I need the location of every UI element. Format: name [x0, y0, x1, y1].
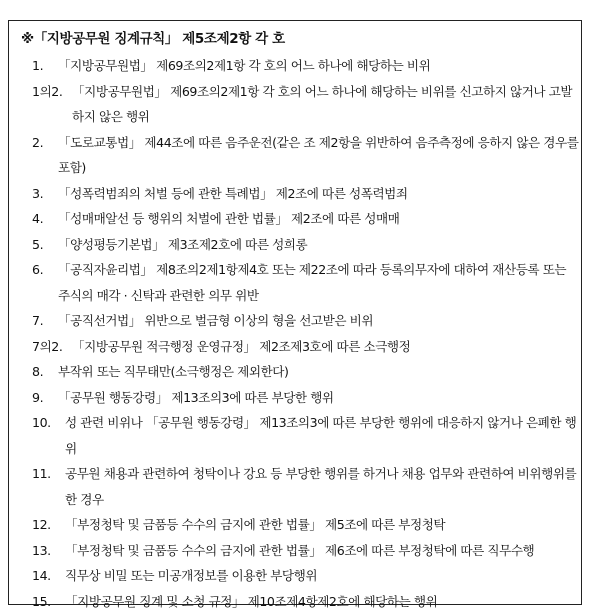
item-text: 「지방공무원법」 제69조의2제1항 각 호의 어느 하나에 해당하는 비위	[58, 58, 431, 73]
list-item	[22, 79, 580, 130]
list-item	[22, 257, 580, 308]
list-item	[22, 589, 580, 615]
item-number: 7.	[32, 313, 44, 328]
item-number: 6.	[32, 262, 44, 277]
list-item	[22, 359, 580, 385]
item-number: 11.	[32, 466, 51, 481]
item-text: 「지방공무원 징계 및 소청 규정」 제10조제4항제2호에 해당하는 행위	[65, 593, 438, 609]
rule-list	[22, 53, 580, 614]
item-text: 「공직선거법」 위반으로 벌금형 이상의 형을 선고받은 비위	[58, 313, 374, 328]
item-number: 13.	[32, 542, 51, 558]
list-item	[22, 461, 580, 512]
item-text: 성 관련 비위나 「공무원 행동강령」 제13조의3에 따른 부당한 행위에 대응하지 않거나 은폐한 행위	[65, 415, 577, 456]
item-text: 「공무원 행동강령」 제13조의3에 따른 부당한 행위	[58, 389, 334, 405]
item-number: 4.	[32, 211, 44, 226]
list-item	[22, 206, 580, 232]
item-text: 공무원 채용과 관련하여 청탁이나 강요 등 부당한 행위를 하거나 채용 업무와 관련하여 비위행위를 한 경우	[65, 466, 577, 507]
item-number: 7의2.	[32, 338, 63, 354]
item-text: 「도로교통법」 제44조에 따른 음주운전(같은 조 제2항을 위반하여 음주측정에 응하지 않은 경우를 포함)	[58, 134, 579, 175]
item-text: 「부정청탁 및 금품등 수수의 금지에 관한 법률」 제6조에 따른 부정청탁에 따른 직무수행	[65, 542, 535, 558]
item-number: 15.	[32, 593, 51, 609]
list-item	[22, 232, 580, 258]
item-number: 1의2.	[32, 83, 63, 99]
item-text: 부작위 또는 직무태만(소극행정은 제외한다)	[58, 364, 289, 379]
list-item	[22, 563, 580, 589]
item-text: 「성폭력범죄의 처벌 등에 관한 특례법」 제2조에 따른 성폭력범죄	[58, 185, 408, 201]
item-number: 14.	[32, 568, 51, 583]
list-item	[22, 385, 580, 411]
list-item	[22, 334, 580, 360]
list-item	[22, 308, 580, 334]
list-item	[22, 410, 580, 461]
item-text: 「양성평등기본법」 제3조제2호에 따른 성희롱	[58, 236, 308, 252]
document-title: ※「지방공무원 징계규칙」 제5조제2항 각 호	[21, 31, 285, 47]
list-item	[22, 181, 580, 207]
list-item	[22, 538, 580, 564]
list-item	[22, 512, 580, 538]
item-number: 10.	[32, 415, 51, 430]
item-text: 「공직자윤리법」 제8조의2제1항제4호 또는 제22조에 따라 등록의무자에 대하여 재산등록 또는 주식의 매각 · 신탁과 관련한 의무 위반	[58, 262, 567, 303]
item-number: 3.	[32, 185, 44, 201]
item-text: 「지방공무원법」 제69조의2제1항 각 호의 어느 하나에 해당하는 비위를 신고하지 않거나 고발하지 않은 행위	[72, 83, 573, 124]
item-number: 1.	[32, 58, 44, 73]
item-number: 8.	[32, 364, 44, 379]
item-text: 직무상 비밀 또는 미공개정보를 이용한 부당행위	[65, 568, 318, 583]
list-item	[22, 130, 580, 181]
item-text: 「성매매알선 등 행위의 처벌에 관한 법률」 제2조에 따른 성매매	[58, 211, 400, 226]
item-number: 2.	[32, 134, 44, 150]
item-text: 「부정청탁 및 금품등 수수의 금지에 관한 법률」 제5조에 따른 부정청탁	[65, 517, 446, 532]
item-number: 9.	[32, 389, 44, 405]
item-text: 「지방공무원 적극행정 운영규정」 제2조제3호에 따른 소극행정	[72, 338, 411, 354]
item-number: 5.	[32, 236, 44, 252]
list-item	[22, 53, 580, 79]
item-number: 12.	[32, 517, 51, 532]
